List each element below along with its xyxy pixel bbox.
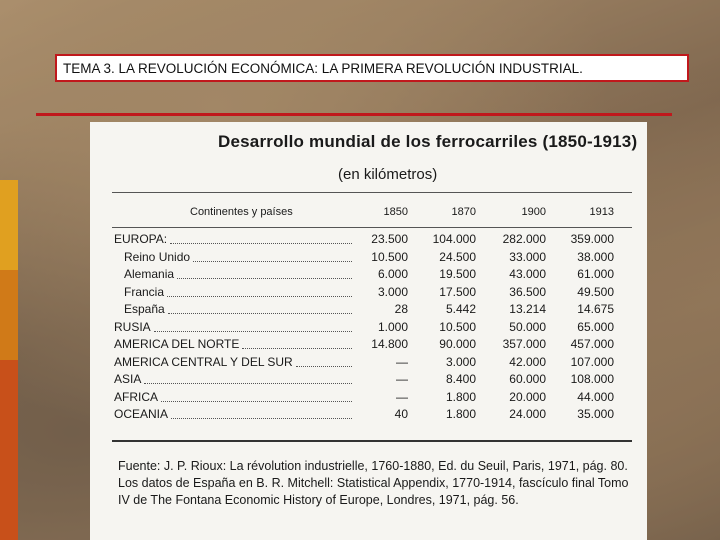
leader-dots [177, 278, 352, 279]
table-row [90, 337, 647, 354]
row-value: 38.000 [577, 249, 614, 264]
table-title: Desarrollo mundial de los ferrocarriles (1850-1913) [218, 132, 638, 151]
row-label: EUROPA: [114, 232, 168, 246]
table-rule-header [112, 227, 632, 228]
table-row [90, 285, 647, 302]
row-value: 33.000 [509, 249, 546, 264]
table-row [90, 390, 647, 407]
table-row [90, 355, 647, 372]
column-header-year: 1850 [383, 206, 408, 218]
row-value: 282.000 [502, 232, 546, 246]
row-value: 14.800 [371, 337, 408, 351]
scanned-table [90, 122, 647, 540]
row-label: AMERICA DEL NORTE [114, 337, 240, 351]
leader-dots [161, 401, 352, 402]
row-value: 44.000 [577, 389, 614, 404]
row-label: Alemania [124, 267, 175, 281]
row-value: 24.500 [439, 249, 476, 264]
row-value: 36.500 [509, 284, 546, 299]
row-value: 10.500 [371, 249, 408, 264]
edge-accent-red [0, 360, 18, 540]
row-value: 1.800 [445, 407, 476, 421]
row-value: 43.000 [509, 267, 546, 281]
leader-dots [144, 383, 352, 384]
slide-title: TEMA 3. LA REVOLUCIÓN ECONÓMICA: LA PRIMERA REVOLUCIÓN INDUSTRIAL. [55, 54, 689, 82]
row-value: 107.000 [570, 354, 614, 369]
row-value: 28 [394, 302, 408, 316]
row-label: España [124, 302, 165, 316]
row-value: 108.000 [570, 372, 614, 386]
table-rule-bottom [112, 440, 632, 442]
row-value: 19.500 [439, 267, 476, 281]
row-value: 24.000 [509, 407, 546, 421]
row-label: Reino Unido [124, 249, 191, 264]
column-header-year: 1900 [521, 206, 546, 218]
row-value: 5.442 [445, 302, 476, 316]
row-value: 10.500 [439, 319, 476, 334]
table-row [90, 250, 647, 267]
column-header-label: Continentes y países [190, 206, 293, 218]
edge-accent-orange [0, 270, 18, 360]
row-value: — [396, 354, 408, 369]
table-rule-top [112, 192, 632, 193]
row-label: AMERICA CENTRAL Y DEL SUR [114, 354, 293, 369]
row-value: 65.000 [577, 319, 614, 334]
table-row [90, 320, 647, 337]
leader-dots [167, 296, 352, 297]
table-row [90, 407, 647, 424]
row-value: 8.400 [445, 372, 476, 386]
row-value: 1.000 [377, 319, 408, 334]
leader-dots [168, 313, 352, 314]
row-value: — [396, 389, 408, 404]
row-value: 20.000 [509, 389, 546, 404]
title-divider [36, 113, 672, 116]
leader-dots [296, 366, 352, 367]
edge-accent-yellow [0, 180, 18, 270]
row-value: 357.000 [502, 337, 546, 351]
table-source-note: Fuente: J. P. Rioux: La révolution industrielle, 1760-1880, Ed. du Seuil, Paris, 1971, pág. 80. Los datos de España en B. R. Mitchell: Statistical Appendix, 1770-1914, fascículo final Tomo IV de The Fontana Economic History of Europe, Londres, 1971, pág. 56. [118, 459, 629, 507]
row-value: 42.000 [509, 354, 546, 369]
row-value: 40 [394, 407, 408, 421]
row-value: 104.000 [432, 232, 476, 246]
row-value: 3.000 [377, 284, 408, 299]
row-value: 49.500 [577, 284, 614, 299]
table-row [90, 267, 647, 284]
table-row [90, 372, 647, 389]
table-subtitle: (en kilómetros) [338, 166, 438, 183]
row-value: 90.000 [439, 337, 476, 351]
row-value: 35.000 [577, 407, 614, 421]
table-row [90, 232, 647, 249]
row-value: 359.000 [570, 232, 614, 246]
column-header-year: 1913 [589, 206, 614, 218]
row-value: — [396, 372, 408, 386]
row-value: 457.000 [570, 337, 614, 351]
row-label: Francia [124, 284, 165, 299]
row-value: 50.000 [509, 319, 546, 334]
row-value: 17.500 [439, 284, 476, 299]
row-label: RUSIA [114, 319, 151, 334]
leader-dots [242, 348, 352, 349]
table-row [90, 302, 647, 319]
row-value: 60.000 [509, 372, 546, 386]
row-label: ASIA [114, 372, 142, 386]
leader-dots [170, 243, 352, 244]
row-value: 61.000 [577, 267, 614, 281]
row-value: 3.000 [445, 354, 476, 369]
row-value: 1.800 [445, 389, 476, 404]
row-value: 13.214 [509, 302, 546, 316]
leader-dots [154, 331, 352, 332]
row-label: AFRICA [114, 389, 159, 404]
row-value: 6.000 [377, 267, 408, 281]
row-value: 23.500 [371, 232, 408, 246]
row-value: 14.675 [577, 302, 614, 316]
column-header-year: 1870 [451, 206, 476, 218]
row-label: OCEANIA [114, 407, 169, 421]
leader-dots [171, 418, 352, 419]
leader-dots [193, 261, 352, 262]
